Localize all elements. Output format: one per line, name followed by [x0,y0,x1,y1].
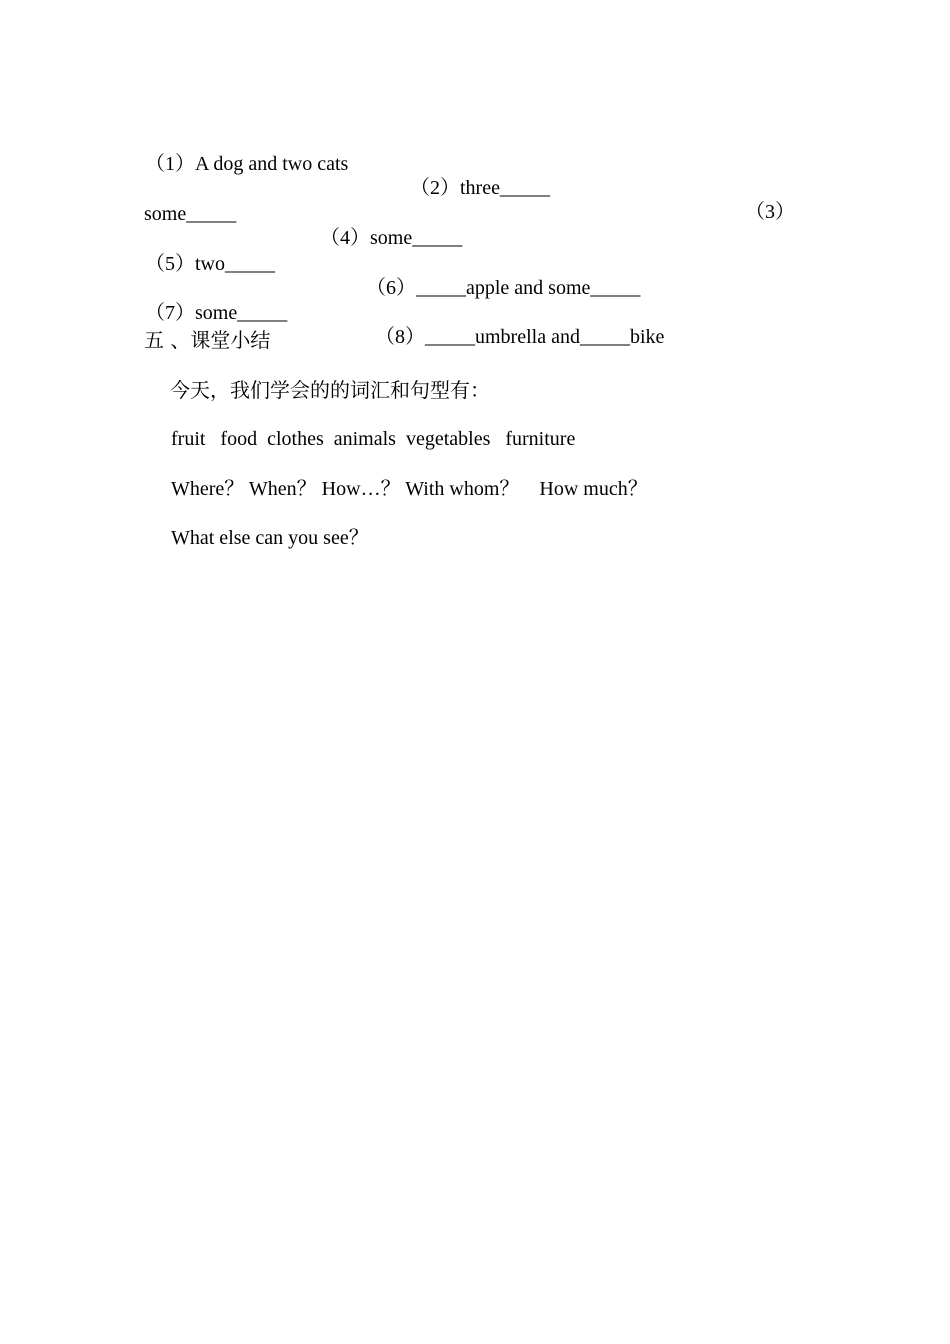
summary-intro: 今天，我们学会的的词汇和句型有： [170,378,490,402]
exercise-item-5: （5）two_____ [145,253,275,275]
section-heading: 五 、课堂小结 [144,328,271,352]
last-question: What else can you see？ [171,527,369,549]
exercise-item-6: （6）_____apple and some_____ [366,277,641,299]
exercise-item-7: （7）some_____ [145,302,288,324]
exercise-item-3-continued: some_____ [144,203,237,225]
exercise-item-3: （3） [745,201,795,223]
exercise-item-4: （4）some_____ [320,227,463,249]
exercise-item-1: （1）A dog and two cats [145,153,349,175]
question-words: Where？ When？ How…？ With whom？ How much？ [171,478,648,500]
exercise-row-4 [0,277,950,373]
exercise-item-2: （2）three_____ [410,177,550,199]
exercise-item-8: （8）_____umbrella and_____bike [375,326,665,348]
vocabulary-list: fruit food clothes animals vegetables furniture [171,428,576,450]
